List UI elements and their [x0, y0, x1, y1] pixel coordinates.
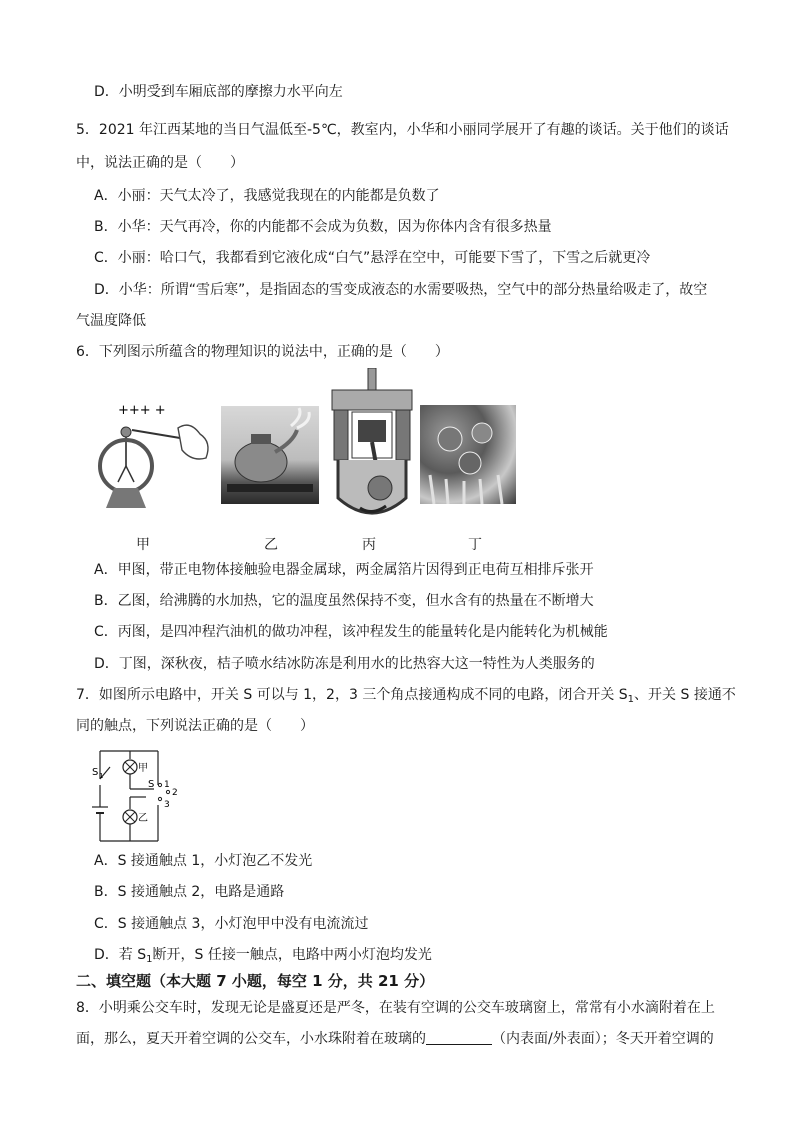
svg-text:3: 3: [164, 800, 170, 810]
q5-option-d-line2: 气温度降低: [76, 313, 146, 329]
caption-yi: 乙: [264, 537, 278, 553]
caption-ding: 丁: [468, 537, 482, 553]
q4-option-d: D．小明受到车厢底部的摩擦力水平向左: [94, 84, 343, 100]
engine-diagram: [330, 368, 414, 524]
q5-option-b: B．小华：天气再冷，你的内能都不会成为负数，因为你体内含有很多热量: [94, 219, 552, 235]
svg-text:S: S: [92, 767, 99, 778]
q5-stem-line1: 5．2021 年江西某地的当日气温低至-5℃，教室内，小华和小丽同学展开了有趣的谈话。关于他们的谈话: [76, 122, 729, 138]
q8-line2: 面，那么，夏天开着空调的公交车，小水珠附着在玻璃的 （内表面/外表面）；冬天开着空调的: [76, 1031, 714, 1047]
positive-charges: +++ +: [118, 403, 166, 418]
q7-option-d: D．若 $S_1$断开，S 任接一触点，电路中两小灯泡均发光: [94, 947, 432, 965]
caption-bing: 丙: [362, 537, 376, 553]
q7-option-b: B．S 接通触点 2，电路是通路: [94, 884, 285, 900]
q6-option-a: A．甲图，带正电物体接触验电器金属球，两金属箔片因得到正电荷互相排斥张开: [94, 562, 594, 578]
circuit-diagram: [88, 745, 188, 845]
q8-line1: 8．小明乘公交车时，发现无论是盛夏还是严冬，在装有空调的公交车玻璃窗上，常常有小水滴附着在上: [76, 1000, 715, 1016]
q5-option-c: C．小丽：哈口气，我都看到它液化成“白气”悬浮在空中，可能要下雪了，下雪之后就更冷: [94, 250, 651, 266]
svg-text:甲: 甲: [138, 763, 148, 774]
q7-option-c: C．S 接通触点 3，小灯泡甲中没有电流流过: [94, 916, 369, 932]
q7-option-a: A．S 接通触点 1，小灯泡乙不发光: [94, 853, 313, 869]
q5-option-a: A．小丽：天气太冷了，我感觉我现在的内能都是负数了: [94, 188, 440, 204]
section-title: 二、填空题（本大题 7 小题，每空 1 分，共 21 分）: [76, 972, 435, 990]
q6-option-d: D．丁图，深秋夜，桔子喷水结冰防冻是利用水的比热容大这一特性为人类服务的: [94, 656, 595, 672]
q6-option-b: B．乙图，给沸腾的水加热，它的温度虽然保持不变，但水含有的热量在不断增大: [94, 593, 594, 609]
svg-text:S: S: [148, 779, 155, 790]
q6-option-c: C．丙图，是四冲程汽油机的做功冲程，该冲程发生的能量转化是内能转化为机械能: [94, 624, 608, 640]
q7-stem-line2: 同的触点，下列说法正确的是（ ）: [76, 718, 314, 734]
svg-text:1: 1: [164, 780, 170, 790]
q6-stem: 6．下列图示所蕴含的物理知识的说法中，正确的是（ ）: [76, 344, 449, 360]
q5-stem-line2: 中，说法正确的是（ ）: [76, 155, 244, 171]
caption-jia: 甲: [136, 537, 150, 553]
svg-text:乙: 乙: [138, 813, 148, 824]
q7-stem-line1: 7．如图所示电路中，开关 S 可以与 1，2，3 三个角点接通构成不同的电路，闭合开关 $S_1$、开关 S 接通不: [76, 687, 736, 705]
kettle-photo: [221, 406, 319, 504]
electroscope-figure: [92, 398, 217, 510]
iced-orange-photo: [420, 405, 516, 504]
answer-blank[interactable]: [426, 1030, 492, 1045]
svg-text:2: 2: [172, 788, 178, 798]
q5-option-d-line1: D．小华：所谓“雪后寒”，是指固态的雪变成液态的水需要吸热，空气中的部分热量给吸走了，故空: [94, 282, 708, 298]
svg-text:1: 1: [99, 772, 104, 780]
